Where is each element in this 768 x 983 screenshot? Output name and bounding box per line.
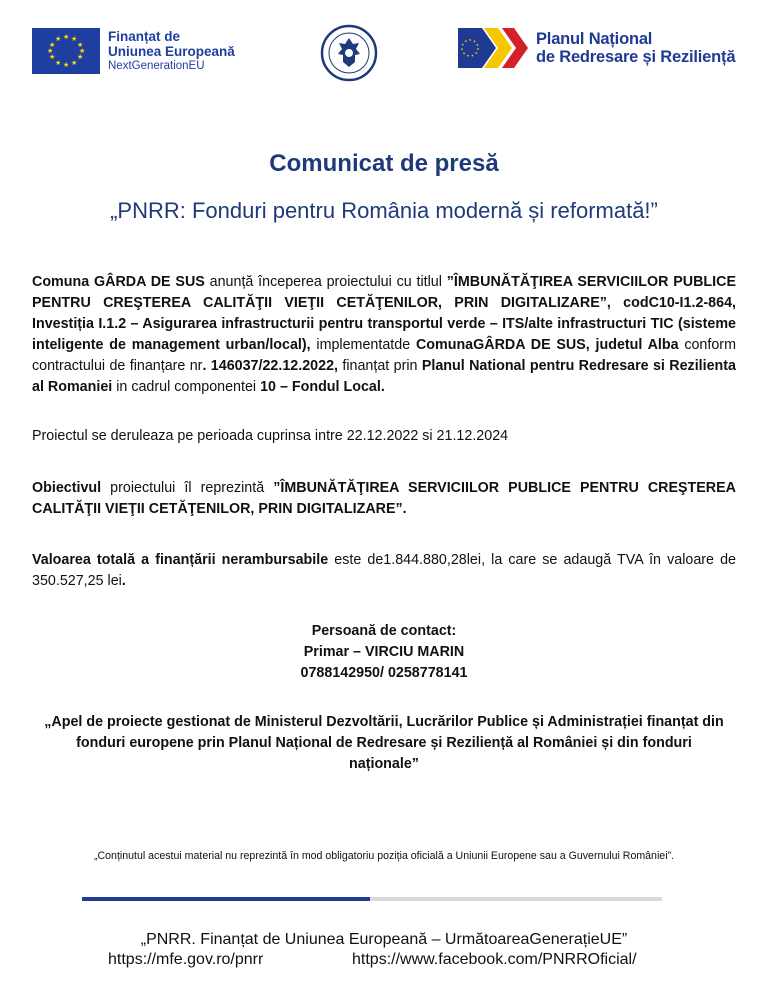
- pnrr-logo-line1: Planul Național: [536, 29, 653, 48]
- footer-link-mfe[interactable]: https://mfe.gov.ro/pnrr: [108, 951, 264, 968]
- eu-funding-logo: [32, 28, 235, 74]
- contact-name: Primar – VIRCIU MARIN: [303, 644, 465, 660]
- footer-tagline: „PNRR. Finanțat de Uniunea Europeană – UrmătoareaGenerațieUE”: [140, 931, 628, 948]
- eu-flag-icon: ★ ★ ★ ★ ★ ★ ★ ★ ★ ★ ★ ★: [32, 28, 100, 74]
- contact-heading: Persoană de contact:: [311, 623, 457, 639]
- government-seal-icon: [320, 24, 378, 82]
- implementer: ComunaGÂRDA DE SUS, judetul Alba: [415, 337, 679, 353]
- funding-program: Planul National pentru Redresare si Rezilienta al Romaniei: [32, 358, 737, 395]
- objective-title: ”ÎMBUNĂTĂŢIREA SERVICIILOR PUBLICE PENTRU CREŞTEREA CALITĂŢII VIEŢII CETĂŢENILOR, PRIN DIGITALIZARE”.: [32, 480, 736, 517]
- eu-logo-line2: Uniunea Europeană: [108, 44, 235, 60]
- footer-divider: [82, 897, 662, 901]
- contact-block: [0, 621, 768, 684]
- footer-link-facebook[interactable]: https://www.facebook.com/PNRROficial/: [352, 951, 637, 968]
- project-period: Proiectul se deruleaza pe perioada cuprinsa intre 22.12.2022 si 21.12.2024: [32, 428, 509, 444]
- objective-paragraph: Obiectivul proiectului îl reprezintă ”ÎMBUNĂTĂŢIREA SERVICIILOR PUBLICE PENTRU CREŞTEREA CALITĂŢII VIEŢII CETĂŢENILOR, PRIN DIGITALIZARE”.: [32, 480, 736, 517]
- component: 10 – Fondul Local.: [260, 379, 385, 395]
- eu-logo-line3: NextGenerationEU: [108, 59, 205, 72]
- disclaimer: „Conținutul acestui material nu reprezintă în mod obligatoriu poziția oficială a Uniunii Europene sau a Guvernului României”.: [93, 850, 675, 862]
- eu-logo-line1: Finanțat de: [108, 28, 181, 44]
- funding-value-paragraph: Valoarea totală a finanțării nerambursabile este de1.844.880,28lei, la care se adaugă TVA în valoare de 350.527,25 lei.: [32, 552, 736, 589]
- pnrr-logo: [458, 28, 735, 68]
- page-subtitle: „PNRR: Fonduri pentru România modernă și reformată!”: [110, 198, 658, 223]
- page-title: Comunicat de presă: [269, 150, 499, 177]
- pnrr-logo-line2: de Redresare și Reziliență: [536, 48, 736, 66]
- project-title: ”ÎMBUNĂTĂŢIREA SERVICIILOR PUBLICE PENTRU CREŞTEREA CALITĂŢII VIEŢII CETĂŢENILOR, PRIN DIGITALIZARE”, codC10-I1.2-864, Investiția I.1.2 – Asigurarea infrastructurii pentru transportul verde – ITS/alte infrastructuri TIC (sisteme inteligente de management urban/local),: [32, 274, 737, 353]
- pnrr-arrows-icon: [458, 28, 530, 68]
- contact-phones: 0788142950/ 0258778141: [300, 665, 468, 681]
- announcement-paragraph: Comuna GÂRDA DE SUS anunță începerea proiectului cu titlul ”ÎMBUNĂTĂŢIREA SERVICIILOR PUBLICE PENTRU CREŞTEREA CALITĂŢII VIEŢII CETĂŢENILOR, PRIN DIGITALIZARE”, codC10-I1.2-864, Investiția I.1.2 – Asigurarea infrastructurii pentru transportul verde – ITS/alte infrastructuri TIC (sisteme inteligente de management urban/local), implementatde ComunaGÂRDA DE SUS, judetul Alba conform contractului de finanțare nr. 146037/22.12.2022, finanțat prin Planul National pentru Redresare si Rezilienta al Romaniei in cadrul componentei 10 – Fondul Local.: [32, 274, 737, 395]
- funding-value: este de1.844.880,28lei, la care se adaugă TVA în valoare de 350.527,25 lei: [32, 552, 736, 589]
- commune-name: Comuna GÂRDA DE SUS: [32, 274, 205, 290]
- contract-number: . 146037/22.12.2022,: [202, 358, 338, 374]
- header-logos: [0, 22, 768, 84]
- call-for-projects-note: „Apel de proiecte gestionat de Ministerul Dezvoltării, Lucrărilor Publice și Administrației finanțat din fonduri europene prin Planul Național de Redresare și Reziliență al României și din fonduri naționale”: [44, 714, 724, 772]
